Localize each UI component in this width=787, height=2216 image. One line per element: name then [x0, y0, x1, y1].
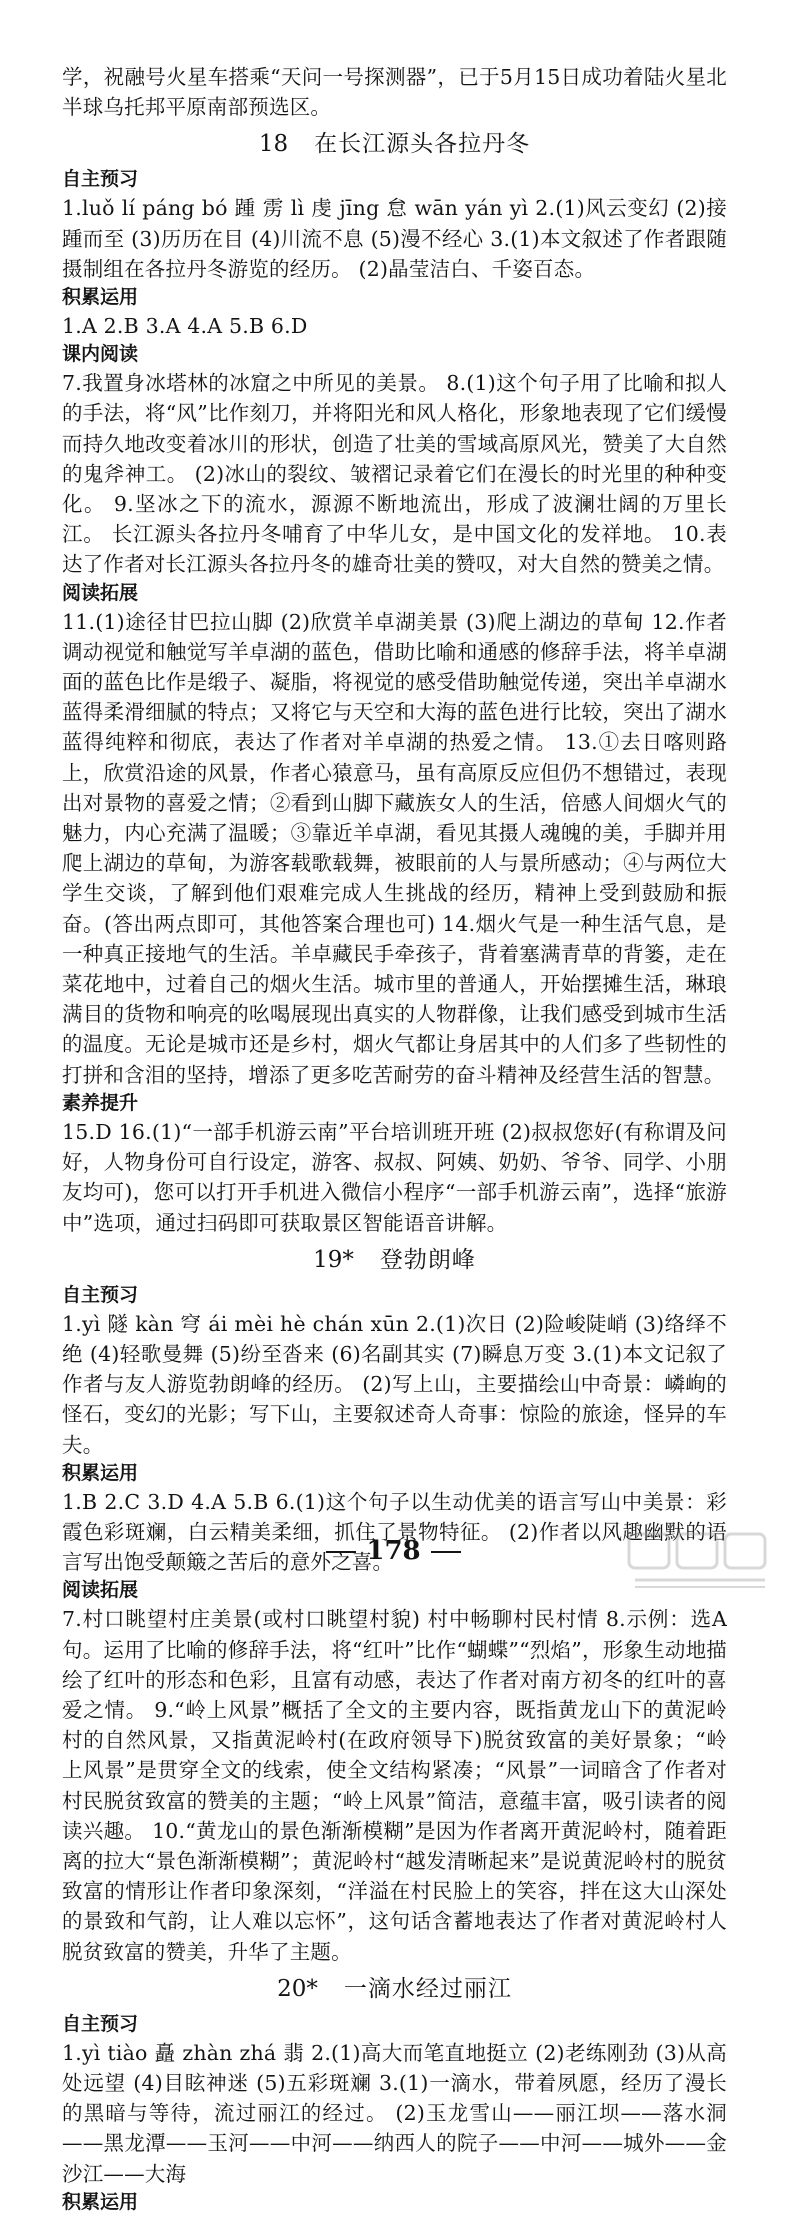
lesson-18-accumulate-heading: 积累运用 [62, 286, 139, 309]
lesson-18-accumulate-text: 1.A 2.B 3.A 4.A 5.B 6.D [62, 314, 308, 339]
lesson-20-preview-text: 1.yì tiào 矗 zhàn zhá 翡 2.(1)高大而笔直地挺立 (2)老练刚劲 (3)从高处远望 (4)目眩神迷 (5)五彩斑斓 3.(1)一滴水，带着夙愿，经历了漫长的黑暗与等待，流过丽江的经过。 (2)玉龙雪山——丽江坝——落水洞——黑龙潭——玉河——中河——纳西人的院子——中河——城外——金沙江——大海 [62, 2040, 727, 2186]
lesson-20-number: 20* [277, 1975, 318, 2002]
lesson-18-title [62, 124, 727, 164]
lesson-18-literacy-text: 15.D 16.(1)“一部手机游云南”平台培训班开班 (2)叔叔您好(有称谓及问好，人物身份可自行设定，游客、叔叔、阿姨、奶奶、爷爷、同学、小朋友均可)，您可以打开手机进入微信小程序“一部手机游云南”，选择“旅游中”选项，通过扫码即可获取景区智能语音讲解。 [62, 1119, 727, 1235]
watermark-logo-icon [625, 1530, 775, 1592]
lesson-18-inclass-heading: 课内阅读 [62, 343, 139, 366]
lesson-19-accumulate-heading: 积累运用 [62, 1461, 139, 1484]
footer-dash-left [326, 1551, 356, 1553]
lesson-20-preview-heading: 自主预习 [62, 2012, 139, 2035]
lesson-18-preview-heading: 自主预习 [62, 168, 139, 191]
lesson-18-name: 在长江源头各拉丹冬 [314, 131, 531, 158]
lesson-18-extension-heading: 阅读拓展 [62, 581, 139, 604]
lesson-18-preview-text: 1.luǒ lí páng bó 踵 雳 lì 虔 jīng 怠 wān yán yì 2.(1)风云变幻 (2)接踵而至 (3)历历在目 (4)川流不息 (5)漫不经心 3.(1)本文叙述了作者跟随摄制组在各拉丹冬游览的经历。 (2)晶莹洁白、千姿百态。 [62, 196, 727, 281]
lesson-20-accumulate-heading: 积累运用 [62, 2190, 139, 2213]
lesson-18-inclass-text: 7.我置身冰塔林的冰窟之中所见的美景。 8.(1)这个句子用了比喻和拟人的手法，将“风”比作刻刀，并将阳光和风人格化，形象地表现了它们缓慢而持久地改变着冰川的形状，创造了壮美的雪域高原风光，赞美了大自然的鬼斧神工。 (2)冰山的裂纹、皱褶记录着它们在漫长的时光里的种种变化。 9.坚冰之下的流水，源源不断地流出，形成了波澜壮阔的万里长江。 长江源头各拉丹冬哺育了中华儿女，是中国文化的发祥地。 10.表达了作者对长江源头各拉丹冬的雄奇壮美的赞叹，对大自然的赞美之情。 [62, 371, 727, 577]
lesson-19-accumulate-text: 1.B 2.C 3.D 4.A 5.B 6.(1)这个句子以生动优美的语言写山中美景：彩霞色彩斑斓，白云精美柔细，抓住了景物特征。 (2)作者以风趣幽默的语言写出饱受颠簸之苦后的意外之喜。 [62, 1489, 727, 1575]
lesson-18-literacy-heading: 素养提升 [62, 1091, 139, 1114]
page-number: 178 [366, 1536, 421, 1566]
lesson-20-title [62, 1969, 727, 2009]
answer-page [62, 62, 727, 2216]
lesson-20-name: 一滴水经过丽江 [343, 1975, 512, 2002]
lesson-19-extension-text: 7.村口眺望村庄美景(或村口眺望村貌) 村中畅聊村民村情 8.示例：选A句。运用了比喻的修辞手法，将“红叶”比作“蝴蝶”“烈焰”，形象生动地描绘了红叶的形态和色彩，且富有动感，表达了作者对南方初冬的红叶的喜爱之情。 9.“岭上风景”概括了全文的主要内容，既指黄龙山下的黄泥岭村的自然风景，又指黄泥岭村(在政府领导下)脱贫致富的美好景象；“岭上风景”是贯穿全文的线索，使全文结构紧凑；“风景”一词暗含了作者对村民脱贫致富的赞美的主题；“岭上风景”简洁，意蕴丰富，吸引读者的阅读兴趣。 10.“黄龙山的景色渐渐模糊”是因为作者离开黄泥岭村，随着距离的拉大“景色渐渐模糊”；黄泥岭村“越发清晰起来”是说黄泥岭村的脱贫致富的情形让作者印象深刻，“洋溢在村民脸上的笑容，拌在这大山深处的景致和气韵，让人难以忘怀”，这句话含蓄地表达了作者对黄泥岭村人脱贫致富的赞美，升华了主题。 [62, 1607, 727, 1964]
lesson-18-number: 18 [258, 131, 289, 158]
lesson-19-number: 19* [313, 1246, 354, 1273]
lesson-18-extension-text: 11.(1)途径甘巴拉山脚 (2)欣赏羊卓湖美景 (3)爬上湖边的草甸 12.作者调动视觉和触觉写羊卓湖的蓝色，借助比喻和通感的修辞手法，将羊卓湖面的蓝色比作是缎子、凝脂，将视觉的感受借助触觉传递，突出羊卓湖水蓝得柔滑细腻的特点；又将它与天空和大海的蓝色进行比较，突出了湖水蓝得纯粹和彻底，表达了作者对羊卓湖的热爱之情。 13.①去日喀则路上，欣赏沿途的风景，作者心猿意马，虽有高原反应但仍不想错过，表现出对景物的喜爱之情；②看到山脚下藏族女人的生活，倍感人间烟火气的魅力，内心充满了温暖；③靠近羊卓湖，看见其摄人魂魄的美，手脚并用爬上湖边的草甸，为游客载歌载舞，被眼前的人与景所感动；④与两位大学生交谈，了解到他们艰难完成人生挑战的经历，精神上受到鼓励和振奋。(答出两点即可，其他答案合理也可) 14.烟火气是一种生活气息，是一种真正接地气的生活。羊卓藏民手牵孩子，背着塞满青草的背篓，走在菜花地中，过着自己的烟火生活。城市里的普通人，开始摆摊生活，琳琅满目的货物和响亮的吆喝展现出真实的人物群像，让我们感受到城市生活的温度。无论是城市还是乡村，烟火气都让身居其中的人们多了些韧性的打拼和含泪的坚持，增添了更多吃苦耐劳的奋斗精神及经营生活的智慧。 [62, 609, 727, 1087]
lesson-19-preview-text: 1.yì 隧 kàn 穹 ái mèi hè chán xūn 2.(1)次日 (2)险峻陡峭 (3)络绎不绝 (4)轻歌曼舞 (5)纷至沓来 (6)名副其实 (7)瞬息万变 3.(1)本文记叙了作者与友人游览勃朗峰的经历。 (2)写上山，主要描绘山中奇景：嶙峋的怪石，变幻的光影；写下山，主要叙述奇人奇事：惊险的旅途，怪异的车夫。 [62, 1311, 727, 1457]
intro-paragraph: 学，祝融号火星车搭乘“天问一号探测器”，已于5月15日成功着陆火星北半球乌托邦平原南部预选区。 [62, 65, 727, 120]
lesson-19-title [62, 1240, 727, 1280]
lesson-19-extension-heading: 阅读拓展 [62, 1579, 139, 1602]
lesson-19-name: 登勃朗峰 [379, 1246, 476, 1273]
footer-dash-right [431, 1551, 461, 1553]
lesson-19-preview-heading: 自主预习 [62, 1283, 139, 1306]
